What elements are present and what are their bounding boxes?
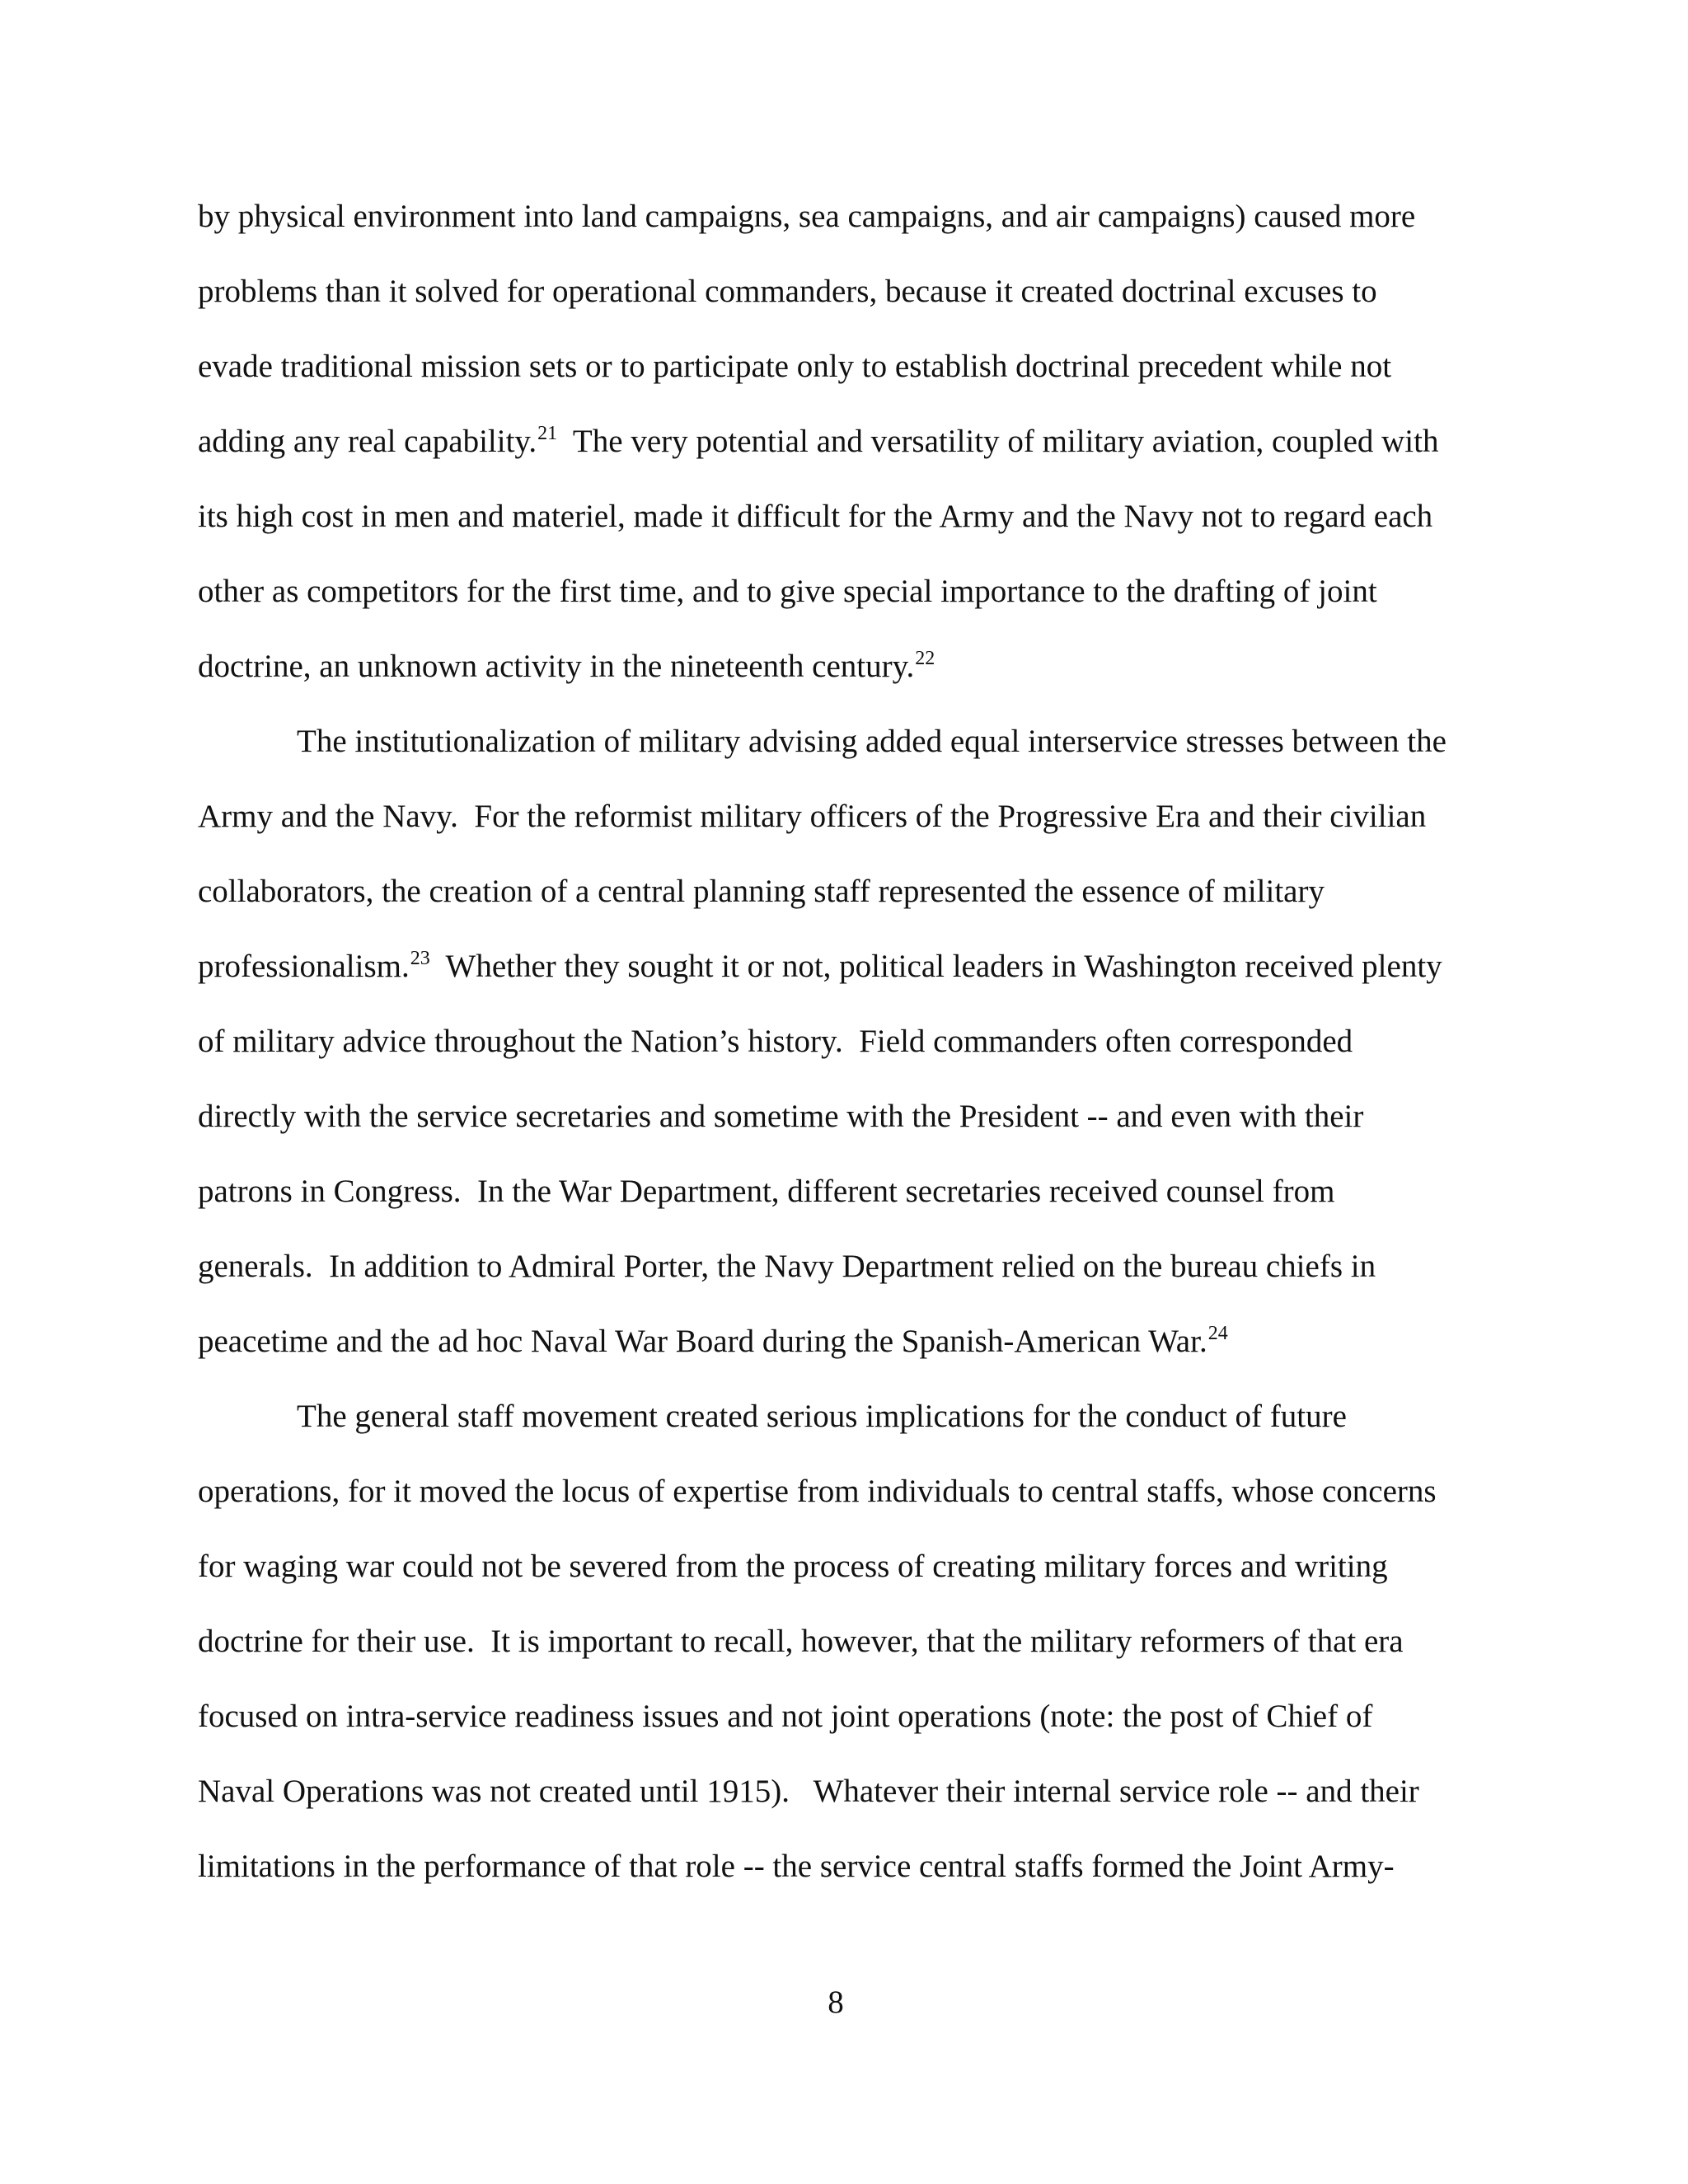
line-text: Army and the Navy. For the reformist military officers of the Progressive Era and their civilian xyxy=(198,799,1427,834)
text-line-2 xyxy=(198,272,1377,312)
line-text: its high cost in men and materiel, made it difficult for the Army and the Navy not to regard each xyxy=(198,499,1433,534)
line-text: doctrine, an unknown activity in the nineteenth century. xyxy=(198,649,915,684)
text-line-19 xyxy=(198,1547,1388,1586)
text-line-10 xyxy=(198,872,1325,912)
line-text: evade traditional mission sets or to participate only to establish doctrinal precedent while not xyxy=(198,349,1392,384)
footnote-marker[interactable]: 23 xyxy=(410,948,430,969)
line-text: generals. In addition to Admiral Porter, the Navy Department relied on the bureau chiefs in xyxy=(198,1249,1376,1284)
line-text: operations, for it moved the locus of expertise from individuals to central staffs, whose concerns xyxy=(198,1474,1437,1509)
text-line-11 xyxy=(198,947,1442,987)
text-line-18 xyxy=(198,1472,1437,1511)
text-line-4 xyxy=(198,422,1438,462)
line-text: limitations in the performance of that role -- the service central staffs formed the Joint Army- xyxy=(198,1849,1395,1884)
line-text: Naval Operations was not created until 1915). Whatever their internal service role -- and their xyxy=(198,1774,1419,1809)
line-text: adding any real capability. xyxy=(198,424,537,459)
line-text: directly with the service secretaries and sometime with the President -- and even with their xyxy=(198,1099,1364,1134)
text-line-17 xyxy=(297,1397,1347,1436)
line-text: of military advice throughout the Nation’s history. Field commanders often corresponded xyxy=(198,1024,1353,1059)
line-text: problems than it solved for operational commanders, because it created doctrinal excuses to xyxy=(198,274,1377,309)
line-text: The general staff movement created serious implications for the conduct of future xyxy=(297,1399,1347,1434)
line-text: The institutionalization of military advising added equal interservice stresses between the xyxy=(297,724,1447,759)
line-text: other as competitors for the first time, and to give special importance to the drafting of joint xyxy=(198,574,1377,609)
text-line-12 xyxy=(198,1022,1353,1062)
text-line-13 xyxy=(198,1097,1363,1137)
text-line-21 xyxy=(198,1697,1372,1736)
footnote-marker[interactable]: 21 xyxy=(537,423,558,444)
text-line-23 xyxy=(198,1847,1395,1886)
page-number: 8 xyxy=(828,1985,844,2020)
text-line-22 xyxy=(198,1772,1419,1811)
text-line-1 xyxy=(198,197,1415,237)
text-line-3 xyxy=(198,347,1391,387)
text-line-14 xyxy=(198,1172,1334,1212)
line-text: for waging war could not be severed from the process of creating military forces and writing xyxy=(198,1549,1388,1584)
text-line-8 xyxy=(297,722,1447,762)
footnote-marker[interactable]: 22 xyxy=(915,648,935,669)
text-line-16 xyxy=(198,1322,1228,1361)
line-text: peacetime and the ad hoc Naval War Board during the Spanish-American War. xyxy=(198,1324,1207,1359)
line-text: doctrine for their use. It is important to recall, however, that the military reformers of that era xyxy=(198,1624,1404,1659)
text-line-7 xyxy=(198,647,935,687)
text-line-15 xyxy=(198,1247,1376,1286)
text-line-5 xyxy=(198,497,1432,537)
line-text: by physical environment into land campaigns, sea campaigns, and air campaigns) caused more xyxy=(198,199,1416,234)
line-text: collaborators, the creation of a central planning staff represented the essence of military xyxy=(198,874,1325,909)
footnote-marker[interactable]: 24 xyxy=(1207,1323,1228,1344)
line-text: patrons in Congress. In the War Department, different secretaries received counsel from xyxy=(198,1174,1335,1209)
text-line-9 xyxy=(198,797,1426,837)
line-text-continued: The very potential and versatility of military aviation, coupled with xyxy=(557,424,1439,459)
line-text-continued: Whether they sought it or not, political leaders in Washington received plenty xyxy=(429,949,1442,984)
line-text: professionalism. xyxy=(198,949,410,984)
text-line-6 xyxy=(198,572,1377,612)
line-text: focused on intra-service readiness issues and not joint operations (note: the post of Chief of xyxy=(198,1699,1373,1734)
text-line-20 xyxy=(198,1622,1404,1661)
